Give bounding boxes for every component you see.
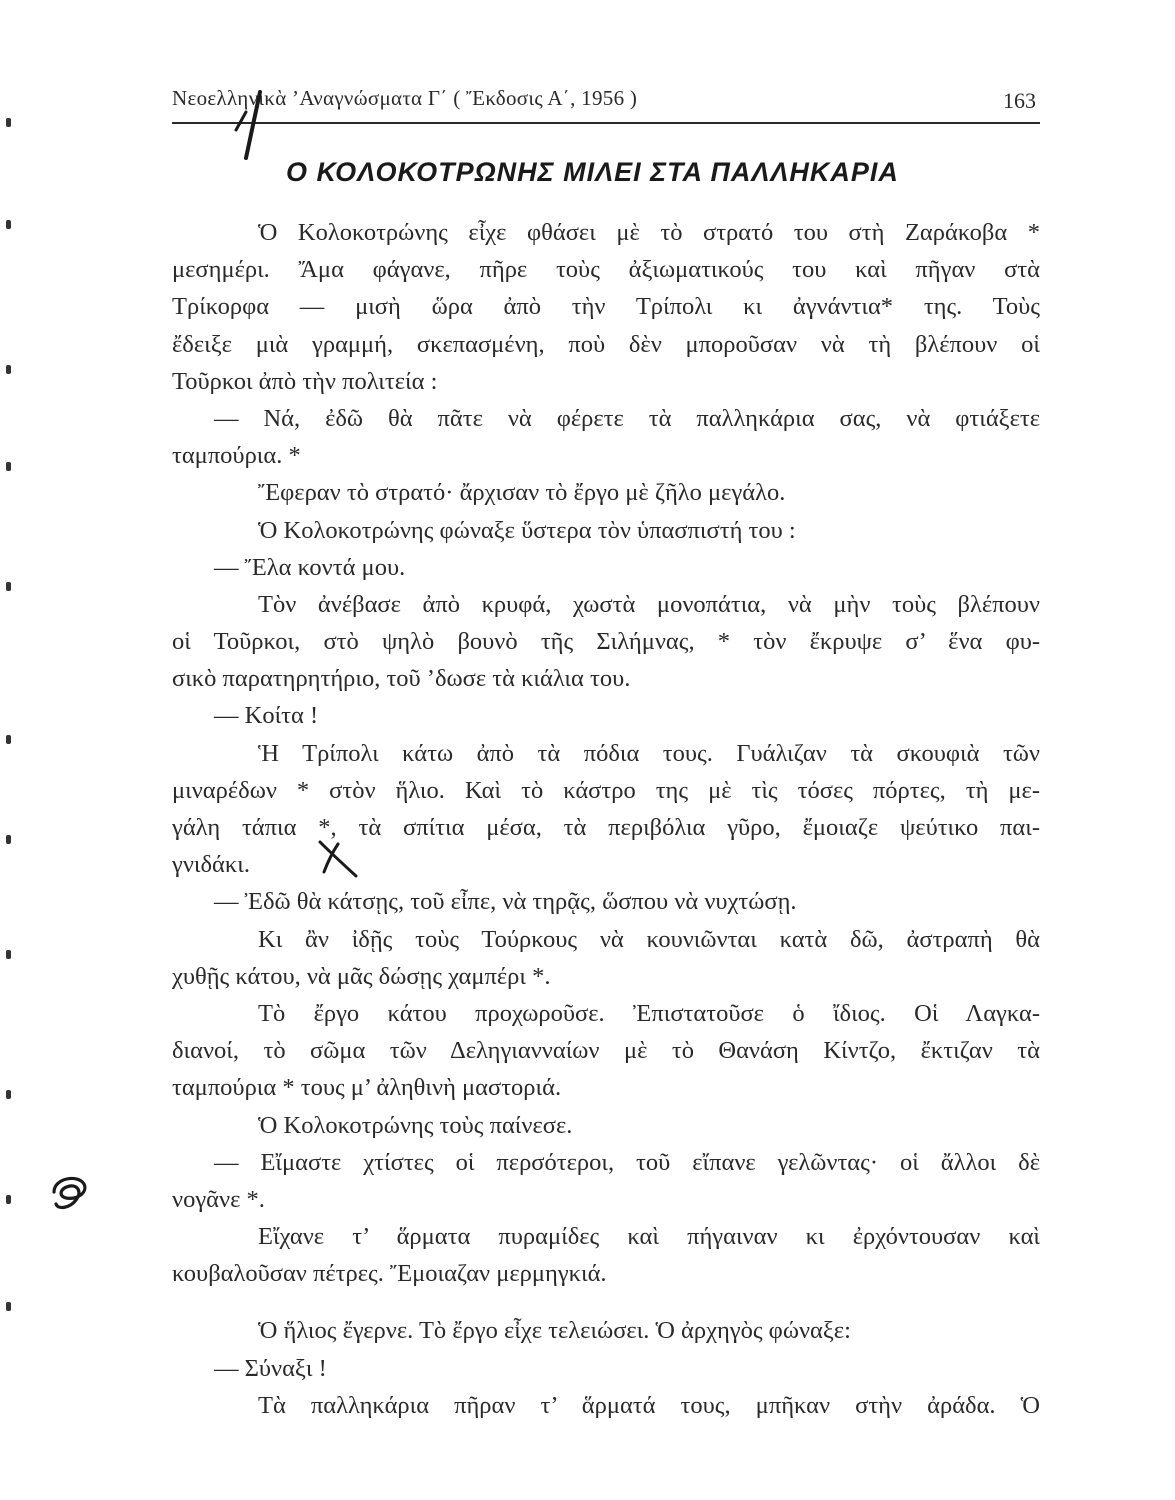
paragraph-gap <box>172 1292 1040 1312</box>
margin-scribble-mark <box>48 1170 94 1216</box>
text-line: — Εἴμαστε χτίστες οἱ περσότεροι, τοῦ εἴπανε γελῶντας· οἱ ἄλλοι δὲ <box>214 1148 1040 1176</box>
margin-speck <box>6 1090 11 1099</box>
text-line: διανοί, τὸ σῶμα τῶν Δεληγιανναίων μὲ τὸ Θανάση Κίντζο, ἔκτιζαν τὰ <box>172 1037 1040 1065</box>
text-line: Τὸν ἀνέβασε ἀπὸ κρυφά, χωστὰ μονοπάτια, νὰ μὴν τοὺς βλέπουν <box>258 590 1040 618</box>
text-line: — Ἐδῶ θὰ κάτσῃς, τοῦ εἶπε, νὰ τηρᾷς, ὥσπου νὰ νυχτώσῃ. <box>214 888 797 916</box>
text-line: μεσημέρι. Ἄμα φάγανε, πῆρε τοὺς ἀξιωματικούς του καὶ πῆγαν στὰ <box>172 256 1040 284</box>
text-line: Τρίκορφα — μισὴ ὥρα ἀπὸ τὴν Τρίπολι κι ἀγνάντια* της. Τοὺς <box>172 293 1040 321</box>
text-line: γνιδάκι. <box>172 851 250 879</box>
article-body <box>172 214 1040 1424</box>
margin-speck <box>6 835 11 844</box>
text-line: — Ἔλα κοντά μου. <box>214 553 406 581</box>
text-line: Ὁ Κολοκοτρώνης φώναξε ὕστερα τὸν ὑπασπιστή του : <box>258 516 796 544</box>
text-line: Τὸ ἔργο κάτου προχωροῦσε. Ἐπιστατοῦσε ὁ ἴδιος. Οἱ Λαγκα- <box>258 999 1040 1027</box>
text-line: — Κοίτα ! <box>214 702 319 730</box>
text-line: σικὸ παρατηρητήριο, τοῦ ’δωσε τὰ κιάλια του. <box>172 665 631 693</box>
text-line: γάλη τάπια *, τὰ σπίτια μέσα, τὰ περιβόλια γῦρο, ἔμοιαζε ψεύτικο παι- <box>172 814 1040 841</box>
text-line: Ἡ Τρίπολι κάτω ἀπὸ τὰ πόδια τους. Γυάλιζαν τὰ σκουφιὰ τῶν <box>258 739 1040 767</box>
text-line: Ὁ Κολοκοτρώνης τοὺς παίνεσε. <box>258 1111 573 1139</box>
page-header <box>172 86 1040 124</box>
text-line: νογᾶνε *. <box>172 1185 265 1213</box>
margin-speck <box>6 365 11 374</box>
margin-speck <box>6 1195 11 1204</box>
page-title: Ο ΚΟΛΟΚΟΤΡΩΝΗΣ ΜΙΛΕΙ ΣΤΑ ΠΑΛΛΗΚΑΡΙΑ <box>286 157 899 187</box>
text-line: Ὁ ἥλιος ἔγερνε. Τὸ ἔργο εἶχε τελειώσει. Ὁ ἀρχηγὸς φώναξε: <box>258 1317 851 1345</box>
text-line: κουβαλοῦσαν πέτρες. Ἔμοιαζαν μερμηγκιά. <box>172 1260 607 1288</box>
margin-speck <box>6 1302 11 1311</box>
margin-speck <box>6 220 11 229</box>
text-line: Ὁ Κολοκοτρώνης εἶχε φθάσει μὲ τὸ στρατό του στὴ Ζαράκοβα * <box>258 219 1040 246</box>
text-line: οἱ Τοῦρκοι, στὸ ψηλὸ βουνὸ τῆς Σιλήμνας, * τὸν ἔκρυψε σ’ ἕνα φυ- <box>172 628 1040 656</box>
running-head: Νεοελληνικὰ ’Αναγνώσματα Γ΄ ( Ἔκδοσις Α΄, 1956 ) <box>172 86 638 110</box>
page-number: 163 <box>1003 88 1036 113</box>
text-line: ταμπούρια. * <box>172 442 301 470</box>
text-line: Ἔφεραν τὸ στρατό· ἄρχισαν τὸ ἔργο μὲ ζῆλο μεγάλο. <box>258 479 786 507</box>
text-line: Τοῦρκοι ἀπὸ τὴν πολιτεία : <box>172 367 438 395</box>
margin-speck <box>6 118 11 127</box>
text-line: Κι ἂν ἰδῇς τοὺς Τούρκους νὰ κουνιῶνται κατὰ δῶ, ἀστραπὴ θὰ <box>258 925 1040 953</box>
margin-speck <box>6 950 11 959</box>
text-line: — Σύναξι ! <box>214 1354 327 1382</box>
margin-speck <box>6 735 11 744</box>
text-line: Εἴχανε τ’ ἅρματα πυραμίδες καὶ πήγαιναν κι ἐρχόντουσαν καὶ <box>258 1223 1040 1251</box>
text-line: Τὰ παλληκάρια πῆραν τ’ ἅρματά τους, μπῆκαν στὴν ἀράδα. Ὁ <box>258 1391 1040 1419</box>
margin-speck <box>6 462 11 471</box>
text-line: — Νά, ἐδῶ θὰ πᾶτε νὰ φέρετε τὰ παλληκάρια σας, νὰ φτιάξετε <box>214 404 1040 432</box>
text-line: ταμπούρια * τους μ’ ἀληθινὴ μαστοριά. <box>172 1074 562 1102</box>
text-line: χυθῇς κάτου, νὰ μᾶς δώσῃς χαμπέρι *. <box>172 962 551 990</box>
text-line: μιναρέδων * στὸν ἥλιο. Καὶ τὸ κάστρο της μὲ τὶς τόσες πόρτες, τὴ με- <box>172 776 1040 804</box>
margin-speck <box>6 582 11 591</box>
text-line: ἔδειξε μιὰ γραμμή, σκεπασμένη, ποὺ δὲν μποροῦσαν νὰ τὴ βλέπουν οἱ <box>172 330 1040 358</box>
